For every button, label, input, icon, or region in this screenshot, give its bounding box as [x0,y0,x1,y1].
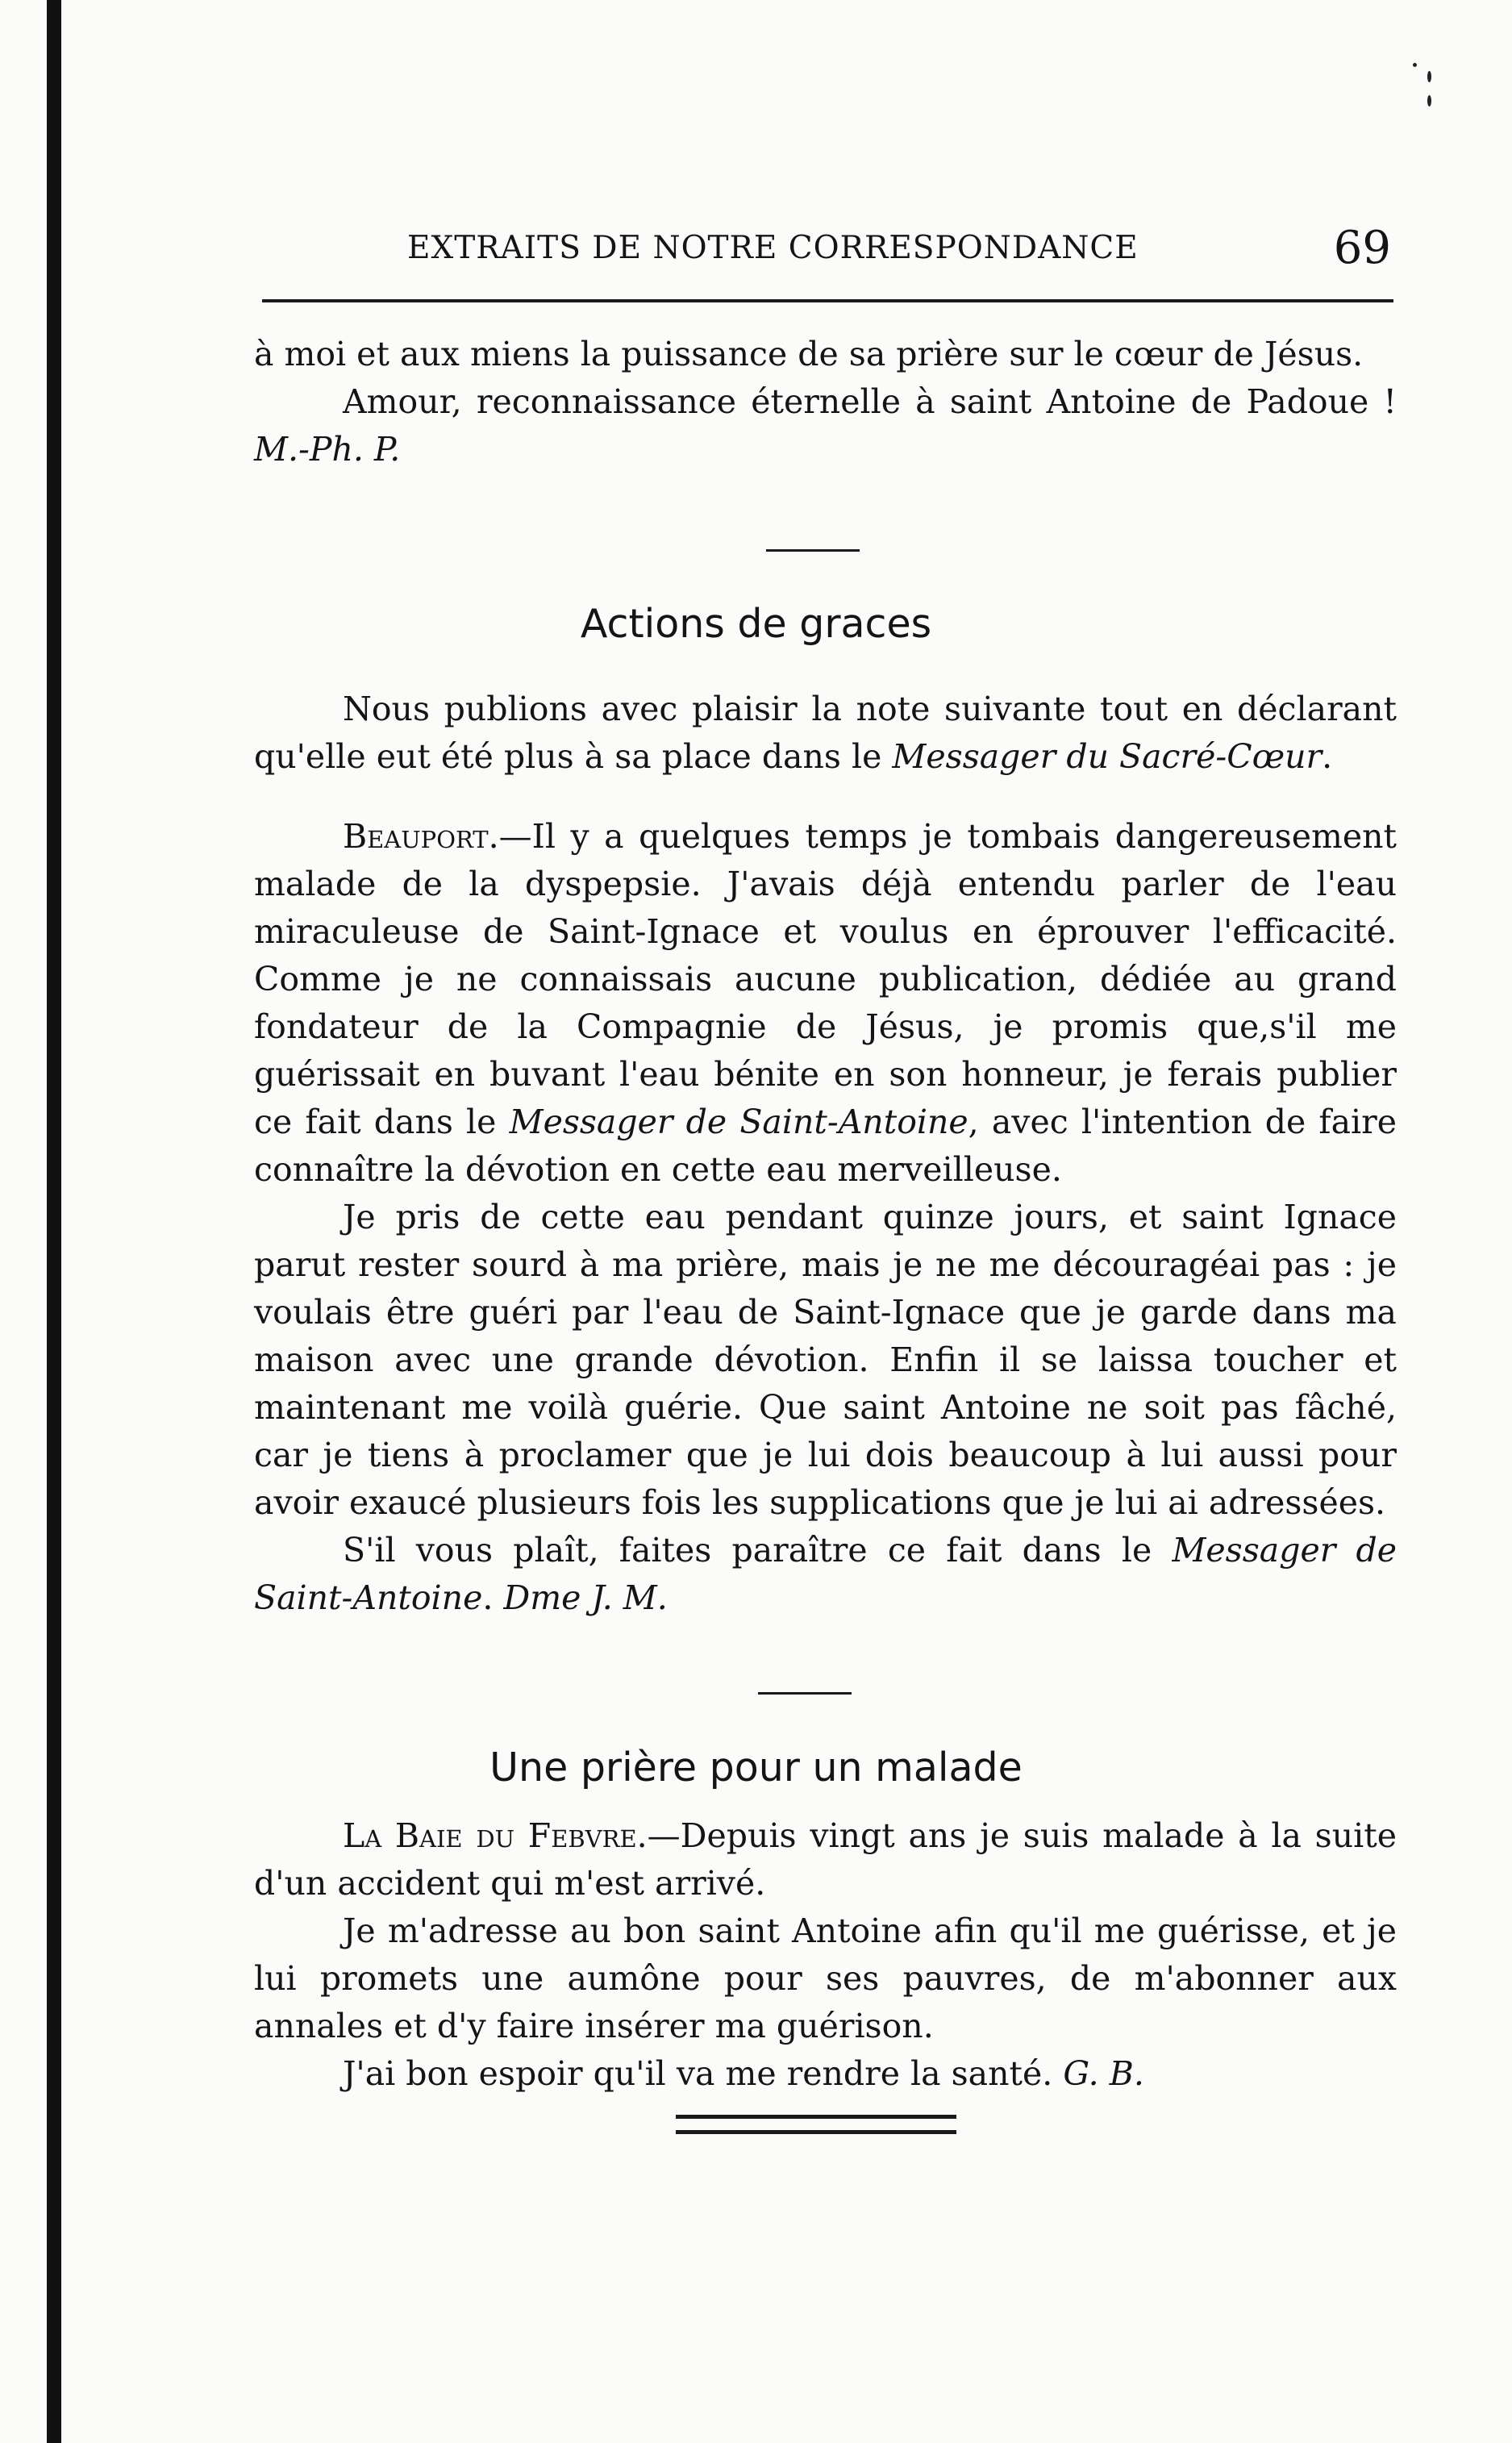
running-head-title: EXTRAITS DE NOTRE CORRESPONDANCE [407,230,1139,266]
espoir-paragraph [254,2050,1397,2098]
ignace-paragraph: Je pris de cette eau pendant quinze jours, et saint Ignace parut rester sourd à ma prière, mais je ne me découragéai pas : je voulais être guéri par l'eau de Saint-Ignace que je garde dans ma maison avec une grande dévotion. Enfin il se laissa toucher et maintenant me voilà guérie. Que saint Antoine ne soit pas fâché, car je tiens à proclamer que je lui dois beaucoup à lui aussi pour avoir exaucé plusieurs fois les supplications que je lui ai adressées. [254,1198,1397,1522]
end-double-rule [676,2115,956,2134]
section-priere [254,1812,1397,2098]
espoir-text: J'ai bon espoir qu'il va me rendre la santé. [343,2054,1064,2093]
letter-end: , avec l'intention de faire connaître la dévotion en cette eau merveilleuse. [254,1103,1397,1189]
beauport-paragraph [254,813,1397,1194]
running-head [407,222,1391,278]
intro-end: . [1322,737,1333,776]
intro-text: Nous publions avec plaisir la note suivante tout en déclarant qu'elle eut été plus à sa place dans le [254,690,1397,776]
request-paragraph [254,1527,1397,1622]
request-text: S'il vous plaît, faites paraître ce fait dans le [343,1531,1173,1570]
place-beauport: Beauport. [343,817,499,856]
amour-text: Amour, reconnaissance éternelle à saint Antoine de Padoue ! [343,382,1397,421]
section-actions [254,686,1397,1622]
section-top [254,331,1397,473]
intro-italic: Messager du Sacré-Cœur [892,737,1322,776]
signature-dme: Dme J. M. [503,1578,668,1617]
heading-une-priere: Une prière pour un malade [489,1745,1023,1791]
place-baie-du-febvre: La Baie du Febvre. [343,1816,648,1855]
header-rule [262,299,1393,302]
letter-text: —Il y a quelques temps je tombais dangereusement malade de la dyspepsie. J'avais déjà entendu parler de l'eau miraculeuse de Saint-Ignace et voulus en éprouver l'efficacité. Comme je ne connaissais aucune publication, dédiée au grand fondateur de la Compagnie de Jésus, je promis que,s'il me guérissait en buvant l'eau bénite en son honneur, je ferais publier ce fait dans le [254,817,1397,1141]
heading-actions-de-graces: Actions de graces [580,601,932,647]
section-divider-2 [758,1692,852,1695]
baie-paragraph [254,1812,1397,1907]
adresse-paragraph: Je m'adresse au bon saint Antoine afin qu'il me guérisse, et je lui promets une aumône pour ses pauvres, de m'abonner aux annales et d'y faire insérer ma guérison. [254,1911,1397,2045]
intro-paragraph [254,686,1397,781]
signature-mph: M.-Ph. P. [254,430,401,469]
signature-gb: G. B. [1063,2054,1144,2093]
letter-italic: Messager de Saint-Antoine [509,1103,968,1141]
section-divider-1 [766,549,860,552]
amour-paragraph [254,378,1397,473]
continuation-paragraph: à moi et aux miens la puissance de sa prière sur le cœur de Jésus. [254,335,1364,373]
request-italic: Messager de Saint-Antoine [254,1531,1397,1617]
page-number: 69 [1333,222,1391,274]
baie-text: —Depuis vingt ans je suis malade à la suite d'un accident qui m'est arrivé. [254,1816,1397,1903]
request-end: . [482,1578,504,1617]
